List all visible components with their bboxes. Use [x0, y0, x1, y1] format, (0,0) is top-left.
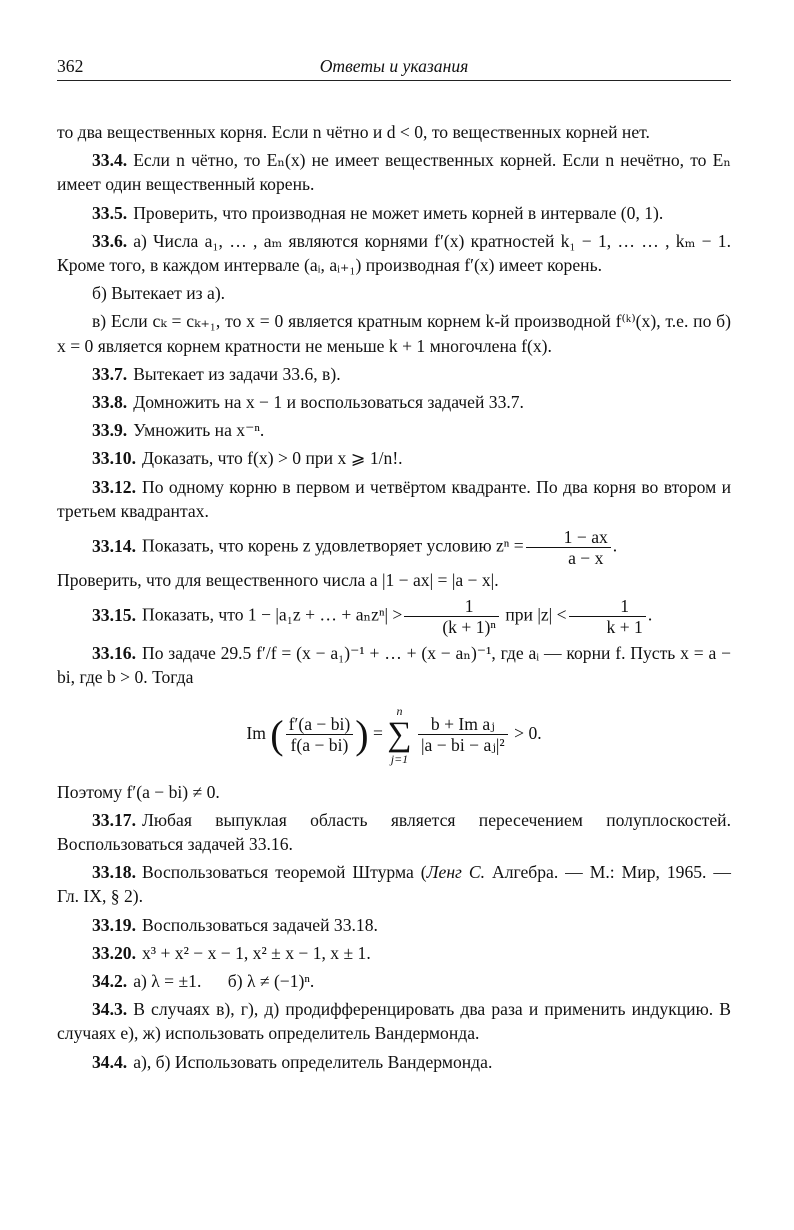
problem-number: 34.3. [92, 999, 128, 1020]
answer-text: Умножить на x⁻ⁿ. [133, 420, 265, 441]
answer-33-15 [57, 596, 731, 637]
fraction [526, 527, 611, 568]
punct: . [647, 604, 653, 625]
answer-text: Показать, что корень z удовлетворяет условию zⁿ = [141, 535, 524, 556]
answer-text: Алгебра. — М.: Мир, 1965. — Гл. IX, § 2). [57, 862, 731, 907]
page-number: 362 [57, 56, 84, 76]
problem-number: 33.15. [92, 604, 136, 625]
answer-text: Если n чётно, то Eₙ(x) не имеет вещественных корней. Если n нечётно, то Eₙ имеет один вещественный корень. [57, 150, 731, 195]
answer-33-19 [57, 913, 731, 937]
answer-33-10 [57, 446, 731, 470]
fraction [404, 596, 499, 637]
numerator: 1 [620, 596, 630, 617]
answer-33-14 [57, 527, 731, 592]
im-operator: Im [246, 722, 266, 743]
inequality-end: > 0. [514, 722, 542, 743]
problem-number: 33.7. [92, 363, 128, 384]
answer-text: x³ + x² − x − 1, x² ± x − 1, x ± 1. [141, 942, 371, 963]
problem-number: 34.4. [92, 1051, 128, 1072]
answer-33-8 [57, 390, 731, 414]
right-paren: ) [355, 711, 369, 757]
answer-text: Воспользоваться теоремой Штурма ( [141, 862, 427, 883]
numerator: 1 [464, 596, 474, 617]
answer-text: Показать, что 1 − |a₁z + … + aₙzⁿ| > [141, 604, 403, 625]
paragraph: в) Если cₖ = cₖ₊₁, то x = 0 является кратным корнем k-й производной f⁽ᵏ⁾(x), т.е. по б) x = 0 является корнем кратности не меньше k + 1 многочлена f(x). [57, 311, 731, 356]
answer-33-12 [57, 475, 731, 523]
denominator: (k + 1)ⁿ [404, 616, 499, 637]
problem-number: 33.10. [92, 448, 136, 469]
problem-number: 33.4. [92, 150, 128, 171]
numerator: 1 − ax [563, 527, 608, 548]
answer-33-20 [57, 941, 731, 965]
problem-number: 33.8. [92, 392, 128, 413]
equals: = [373, 722, 383, 743]
denominator: f(a − bi) [286, 734, 354, 755]
answer-text: В случаях в), г), д) продифференцировать два раза и применить индукцию. В случаях е), ж) использовать определитель Вандермонда. [57, 999, 731, 1044]
reference-author: Ленг С. [426, 862, 486, 883]
paragraph: то два вещественных корня. Если n чётно и d < 0, то вещественных корней нет. [57, 122, 650, 142]
numerator: f′(a − bi) [288, 714, 351, 735]
paragraph: Поэтому f′(a − bi) ≠ 0. [57, 781, 220, 802]
denominator: k + 1 [569, 616, 646, 637]
fraction [418, 714, 508, 755]
sum-sign: ∑ [387, 715, 412, 753]
paragraph: б) Вытекает из а). [92, 283, 226, 304]
answer-text: Проверить, что для вещественного числа a |1 − ax| = |a − x|. [57, 570, 499, 591]
problem-number: 34.2. [92, 971, 128, 992]
problem-number: 33.5. [92, 202, 128, 223]
answer-text: Доказать, что f(x) > 0 при x ⩾ 1/n!. [141, 448, 403, 469]
problem-number: 33.14. [92, 535, 136, 556]
summation [387, 704, 411, 766]
problem-number: 33.12. [92, 476, 136, 497]
page-body [57, 120, 731, 1078]
problem-number: 33.16. [92, 643, 136, 664]
answer-34-4 [57, 1050, 731, 1074]
answer-34-3 [57, 997, 731, 1045]
answer-34-2 [57, 969, 731, 993]
answer-text: Воспользоваться задачей 33.18. [141, 914, 378, 935]
running-title: Ответы и указания [319, 56, 469, 76]
answer-text: Домножить на x − 1 и воспользоваться задачей 33.7. [133, 392, 524, 413]
problem-number: 33.6. [92, 230, 128, 251]
answer-text: По задаче 29.5 f′/f = (x − a₁)⁻¹ + … + (x − aₙ)⁻¹, где aᵢ — корни f. Пусть x = a − bi, где b > 0. Тогда [57, 643, 731, 688]
answer-text: а) λ = ±1. б) λ ≠ (−1)ⁿ. [133, 971, 315, 992]
answer-33-17 [57, 808, 731, 856]
answer-33-6 [57, 229, 731, 277]
answer-text: Любая выпуклая область является пересечением полуплоскостей. Воспользоваться задачей 33.16. [57, 809, 731, 855]
problem-number: 33.9. [92, 420, 128, 441]
sum-lower: j=1 [390, 751, 409, 766]
problem-number: 33.20. [92, 942, 136, 963]
denominator: |a − bi − aⱼ|² [418, 734, 508, 755]
answer-text: Проверить, что производная не может иметь корней в интервале (0, 1). [133, 202, 664, 223]
answer-33-4 [57, 148, 731, 196]
page-header [57, 56, 731, 81]
left-paren: ( [270, 711, 284, 757]
numerator: b + Im aⱼ [430, 714, 495, 735]
answer-text: а), б) Использовать определитель Вандермонда. [133, 1051, 493, 1072]
fraction [286, 714, 354, 755]
display-equation [57, 704, 731, 766]
problem-number: 33.19. [92, 914, 136, 935]
problem-number: 33.18. [92, 862, 136, 883]
answer-text: а) Числа a₁, … , aₘ являются корнями f′(x) кратностей k₁ − 1, … … , kₘ − 1. Кроме того, в каждом интервале (aᵢ, aᵢ₊₁) производная f′(x) имеет корень. [57, 230, 731, 276]
punct: . [612, 535, 618, 556]
answer-text: Вытекает из задачи 33.6, в). [133, 363, 341, 384]
answer-33-9 [57, 418, 731, 442]
denominator: a − x [526, 547, 611, 568]
answer-33-16 [57, 641, 731, 689]
answer-text: По одному корню в первом и четвёртом квадранте. По два корня во втором и третьем квадрантах. [57, 476, 731, 521]
answer-33-18 [57, 860, 731, 908]
answer-33-5 [57, 201, 731, 225]
sum-upper: n [396, 703, 403, 718]
answer-33-7 [57, 362, 731, 386]
problem-number: 33.17. [92, 809, 136, 830]
fraction [569, 596, 646, 637]
answer-text: при |z| < [505, 604, 567, 625]
